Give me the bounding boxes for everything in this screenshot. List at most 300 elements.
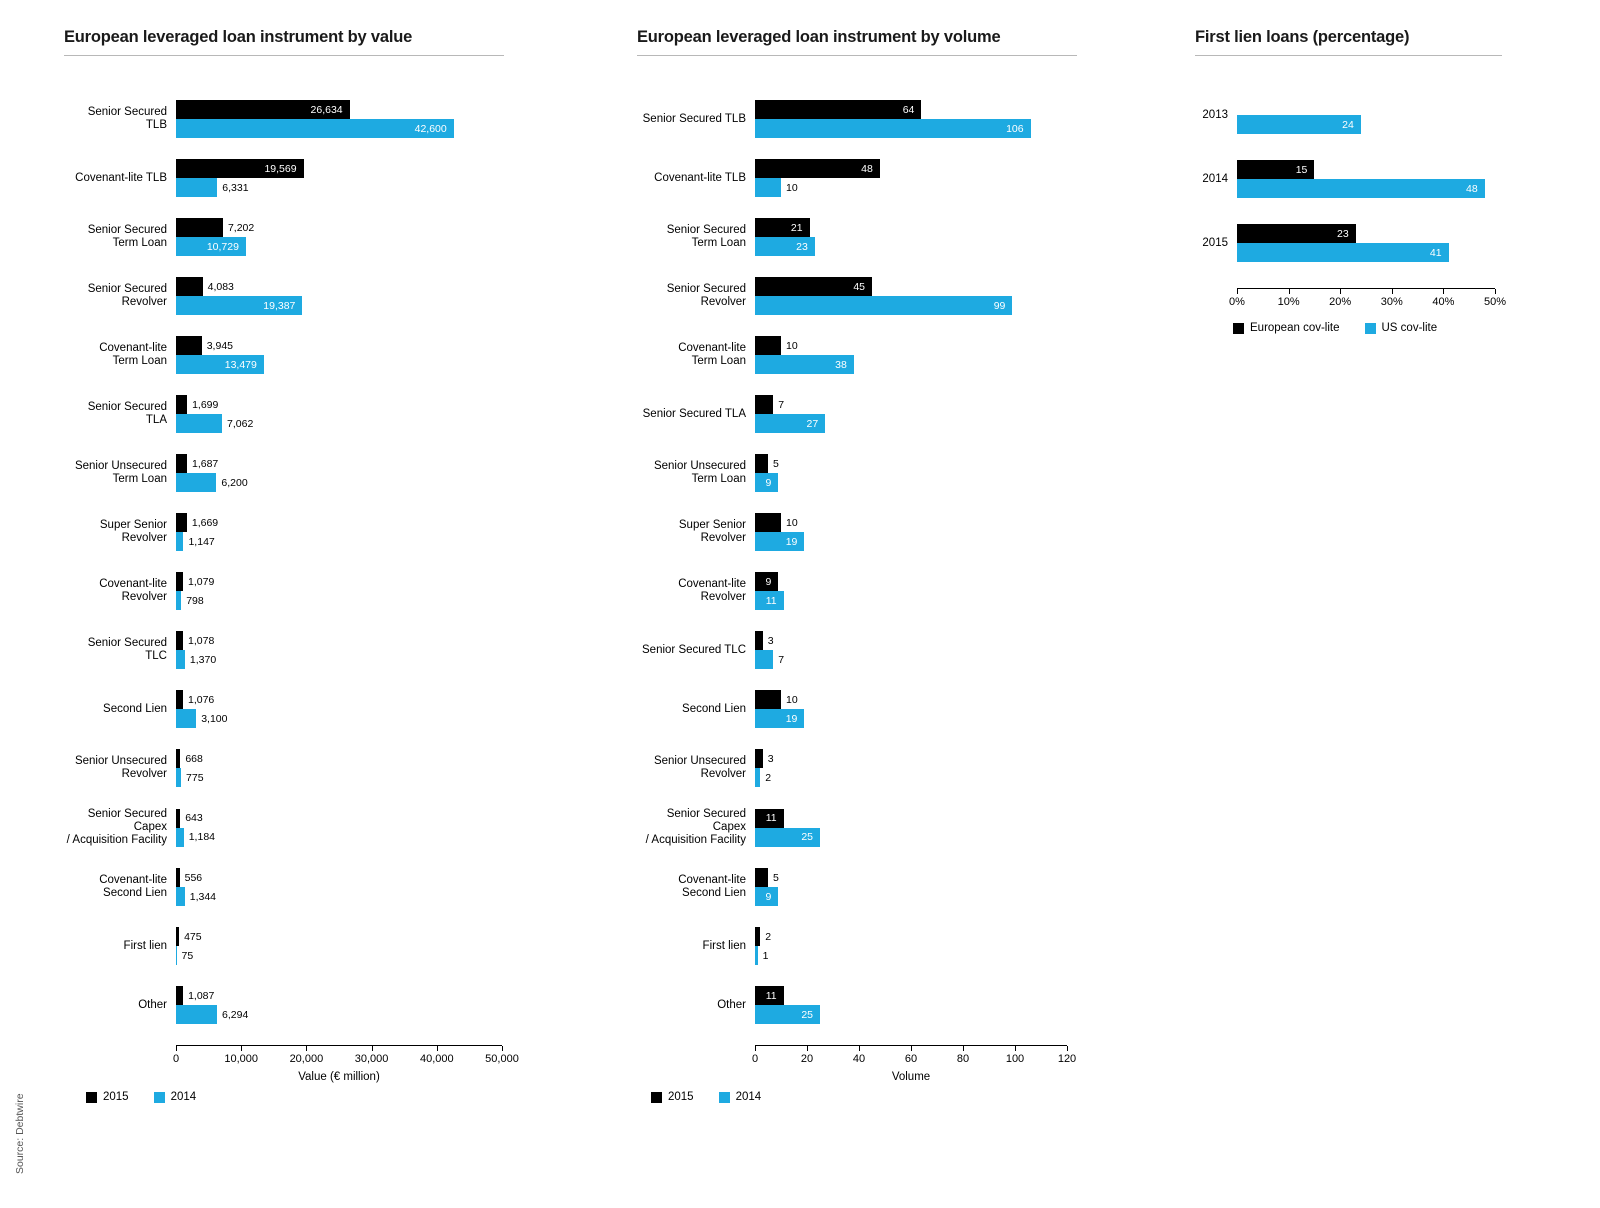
bar-series2[interactable] (755, 946, 769, 965)
bar-series2[interactable] (176, 650, 217, 669)
bar-series2[interactable] (755, 1005, 820, 1024)
category-label: Covenant-lite Second Lien (99, 874, 167, 899)
bar-value-label: 798 (186, 594, 204, 607)
bar-wrapper (1237, 179, 1502, 198)
bar-wrapper (755, 927, 1077, 946)
bar-series2[interactable] (176, 709, 228, 728)
bar-group (176, 749, 504, 787)
bar-series1[interactable] (1237, 224, 1356, 243)
bar-wrapper (755, 572, 1077, 591)
legend-item[interactable] (86, 1091, 129, 1103)
chart-row (637, 218, 1077, 256)
bar-wrapper (176, 237, 504, 256)
bar-wrapper (176, 159, 504, 178)
axis-tick (1495, 289, 1496, 294)
bar-series1[interactable] (755, 572, 778, 591)
bar-series2[interactable] (755, 887, 778, 906)
bar-wrapper (755, 887, 1077, 906)
bar-wrapper (176, 690, 504, 709)
bar-series1[interactable] (176, 277, 234, 296)
chart-row (637, 986, 1077, 1024)
bar-wrapper (755, 296, 1077, 315)
legend-item[interactable] (1233, 322, 1340, 334)
axis-tick-label: 40% (1432, 296, 1455, 308)
axis-tick-label: 20,000 (289, 1053, 324, 1065)
bar-group (176, 336, 504, 374)
bar-wrapper (755, 277, 1077, 296)
bar-series2[interactable] (1237, 243, 1449, 262)
axis-tick (1289, 289, 1290, 294)
legend-label: US cov-lite (1381, 322, 1438, 334)
bar-wrapper (755, 532, 1077, 551)
bar-rows (1195, 96, 1502, 262)
bar-wrapper (176, 119, 504, 138)
bar-series1[interactable] (755, 690, 798, 709)
bar-series2[interactable] (176, 887, 217, 906)
bar-group (755, 454, 1077, 492)
bar-group (176, 513, 504, 551)
bar-wrapper (1237, 224, 1502, 243)
bar-series2[interactable] (176, 178, 249, 197)
bar-value-label: 668 (185, 752, 203, 765)
category-label: Senior Secured TLC (642, 643, 746, 656)
bar-value-label: 2 (765, 930, 772, 943)
bar-series2[interactable] (176, 768, 204, 787)
axis-tick (502, 1046, 503, 1051)
chart-row (637, 454, 1077, 492)
bar-series2[interactable] (755, 768, 772, 787)
bar-wrapper (755, 631, 1077, 650)
bar-value-label: 10 (786, 339, 798, 352)
bar-series2[interactable] (176, 296, 302, 315)
axis-tick-label: 100 (1005, 1053, 1025, 1065)
bar-series2[interactable] (176, 355, 264, 374)
bar-value-label: 11 (765, 989, 777, 1002)
bar-group (755, 809, 1077, 847)
chart-row (64, 631, 504, 669)
category-label: 2013 (1202, 108, 1228, 121)
bar-value-label: 10 (786, 181, 798, 194)
category-label: Senior Unsecured Term Loan (74, 460, 167, 485)
bar-series2[interactable] (176, 119, 454, 138)
bar-series1[interactable] (755, 395, 785, 414)
axis-tick-label: 40,000 (419, 1053, 454, 1065)
category-label: Senior Secured TLA (87, 401, 167, 426)
bar-series1[interactable] (755, 159, 880, 178)
bar-wrapper (176, 631, 504, 650)
bar-series2[interactable] (755, 473, 778, 492)
bar-value-label: 19 (785, 535, 798, 548)
bar-series2[interactable] (755, 828, 820, 847)
bar-wrapper (1237, 160, 1502, 179)
legend-swatch-icon (1365, 323, 1376, 334)
bar-value-label: 11 (765, 594, 777, 607)
bar-wrapper (176, 414, 504, 433)
bar-series2[interactable] (176, 828, 215, 847)
axis-tick (372, 1046, 373, 1051)
chart-row (64, 986, 504, 1024)
bar-series1[interactable] (755, 749, 774, 768)
chart-row (64, 513, 504, 551)
category-label: Covenant-lite Term Loan (99, 342, 167, 367)
bar-wrapper (755, 946, 1077, 965)
bar-series1[interactable] (755, 100, 921, 119)
bar-group (755, 395, 1077, 433)
axis-tick-label: 40 (852, 1053, 866, 1065)
bar-series1[interactable] (176, 809, 203, 828)
bar-group (755, 513, 1077, 551)
bar-wrapper (755, 513, 1077, 532)
chart-row (637, 336, 1077, 374)
bar-wrapper (176, 395, 504, 414)
category-label: First lien (702, 939, 746, 952)
bar-wrapper (176, 709, 504, 728)
bar-value-label: 38 (835, 358, 847, 371)
bar-series2[interactable] (176, 591, 204, 610)
bar-series1[interactable] (176, 218, 255, 237)
legend-label: 2015 (668, 1091, 694, 1103)
bar-series1[interactable] (176, 513, 219, 532)
axis-title: Volume (891, 1071, 931, 1083)
chart-row (637, 868, 1077, 906)
category-label: Senior Secured TLB (87, 106, 167, 131)
bar-value-label: 10,729 (206, 240, 239, 253)
bar-group (755, 868, 1077, 906)
bar-value-label: 75 (181, 949, 194, 962)
x-axis (172, 1045, 519, 1083)
bar-series2[interactable] (755, 355, 854, 374)
bar-value-label: 4,083 (207, 280, 234, 293)
chart-body-volume (637, 100, 1077, 1103)
chart-row (64, 395, 504, 433)
bar-wrapper (755, 414, 1077, 433)
legend-item[interactable] (1365, 322, 1438, 334)
chart-legend (86, 1091, 504, 1103)
bar-wrapper (755, 218, 1077, 237)
bar-wrapper (176, 828, 504, 847)
bar-group (755, 100, 1077, 138)
bar-value-label: 9 (765, 476, 772, 489)
bar-series2[interactable] (755, 237, 815, 256)
chart-row (64, 159, 504, 197)
bar-wrapper (755, 709, 1077, 728)
axis-tick-label: 60 (904, 1053, 918, 1065)
chart-row (64, 808, 504, 847)
bar-wrapper (1237, 96, 1502, 115)
bar-value-label: 5 (773, 871, 779, 884)
bar-series1[interactable] (755, 868, 779, 887)
legend-swatch-icon (719, 1092, 730, 1103)
category-label: Second Lien (103, 702, 167, 715)
bar-series1[interactable] (176, 159, 304, 178)
bar-series1[interactable] (176, 749, 203, 768)
bar-series1[interactable] (176, 927, 202, 946)
bar-series2[interactable] (755, 296, 1012, 315)
legend-label: 2014 (170, 1091, 197, 1103)
bar-series1[interactable] (176, 395, 219, 414)
axis-tick (1392, 289, 1393, 294)
bar-wrapper (755, 1005, 1077, 1024)
axis-tick (437, 1046, 438, 1051)
bar-group (176, 159, 504, 197)
bar-series1[interactable] (176, 454, 219, 473)
bar-value-label: 10 (786, 516, 798, 529)
x-axis (1229, 288, 1507, 308)
bar-wrapper (176, 355, 504, 374)
bar-wrapper (755, 868, 1077, 887)
bar-value-label: 45 (853, 280, 865, 293)
bar-series1[interactable] (755, 277, 872, 296)
axis-tick-label: 50% (1483, 296, 1507, 308)
bar-value-label: 475 (184, 930, 202, 943)
bar-series1[interactable] (176, 336, 233, 355)
bar-wrapper (176, 473, 504, 492)
axis-tick (911, 1046, 912, 1051)
category-label: 2014 (1202, 172, 1228, 185)
category-label: Other (138, 998, 167, 1011)
bar-series1[interactable] (176, 868, 203, 887)
bar-value-label: 1,079 (188, 575, 215, 588)
bar-value-label: 1,669 (191, 516, 219, 529)
bar-value-label: 3 (767, 752, 774, 765)
bar-wrapper (755, 986, 1077, 1005)
bar-wrapper (176, 650, 504, 669)
bar-series1[interactable] (755, 336, 798, 355)
bar-series2[interactable] (755, 650, 785, 669)
chart-row (64, 277, 504, 315)
bar-wrapper (176, 986, 504, 1005)
legend-label: 2014 (735, 1091, 762, 1103)
bar-wrapper (176, 454, 504, 473)
bar-value-label: 6,294 (222, 1008, 249, 1021)
category-label: Senior Unsecured Revolver (74, 755, 167, 780)
category-label: Covenant-lite Revolver (99, 578, 167, 603)
category-label: Senior Secured TLB (642, 112, 746, 125)
category-label: Senior Secured Term Loan (666, 224, 746, 249)
bar-wrapper (1237, 115, 1502, 134)
bar-wrapper (755, 454, 1077, 473)
bar-series2[interactable] (755, 591, 784, 610)
chart-row (637, 690, 1077, 728)
bar-group (176, 572, 504, 610)
bar-value-label: 3 (767, 634, 774, 647)
axis-tick (1237, 289, 1238, 294)
bar-series2[interactable] (176, 532, 215, 551)
bar-group (755, 336, 1077, 374)
bar-series1[interactable] (176, 100, 350, 119)
bar-series2[interactable] (755, 532, 804, 551)
bar-group (755, 159, 1077, 197)
chart-panel-firstlien (1195, 28, 1502, 56)
chart-row (637, 159, 1077, 197)
bar-value-label: 5 (773, 457, 779, 470)
category-label: Covenant-lite TLB (654, 171, 746, 184)
bar-series2[interactable] (755, 414, 825, 433)
title-divider (637, 55, 1077, 56)
bar-series1[interactable] (176, 690, 215, 709)
bar-group (755, 631, 1077, 669)
bar-value-label: 64 (902, 103, 915, 116)
chart-row (637, 631, 1077, 669)
bar-group (755, 690, 1077, 728)
bar-series1[interactable] (755, 454, 779, 473)
chart-row (1195, 160, 1502, 198)
chart-row (64, 690, 504, 728)
legend-item[interactable] (719, 1091, 762, 1103)
chart-row (64, 572, 504, 610)
bar-wrapper (755, 473, 1077, 492)
bar-wrapper (755, 690, 1077, 709)
bar-series1[interactable] (755, 631, 774, 650)
bar-wrapper (176, 296, 504, 315)
bar-wrapper (176, 749, 504, 768)
category-label: Senior Secured Revolver (87, 283, 167, 308)
x-axis (751, 1045, 1077, 1083)
axis-tick-label: 10,000 (224, 1053, 259, 1065)
bar-rows (64, 100, 504, 1024)
bar-wrapper (755, 178, 1077, 197)
bar-series1[interactable] (176, 631, 215, 650)
axis-tick (755, 1046, 756, 1051)
bar-group (176, 631, 504, 669)
legend-item[interactable] (154, 1091, 197, 1103)
bar-value-label: 7 (778, 398, 785, 411)
category-label: Senior Secured TLC (87, 637, 167, 662)
chart-row (1195, 96, 1502, 134)
bar-wrapper (176, 100, 504, 119)
bar-value-label: 1,087 (188, 989, 215, 1002)
axis-tick-label: 30% (1380, 296, 1403, 308)
bar-group (755, 927, 1077, 965)
bar-wrapper (176, 277, 504, 296)
axis-tick (963, 1046, 964, 1051)
panel-title-firstlien: First lien loans (percentage) (1195, 28, 1410, 46)
bar-value-label: 3,100 (201, 712, 228, 725)
bar-series2[interactable] (755, 119, 1031, 138)
bar-group (755, 218, 1077, 256)
axis-tick-label: 80 (956, 1053, 970, 1065)
bar-value-label: 643 (185, 812, 203, 824)
axis-line (172, 1045, 519, 1065)
category-label: Covenant-lite Revolver (678, 578, 746, 603)
chart-row (637, 277, 1077, 315)
bar-group (755, 277, 1077, 315)
bar-group (1237, 96, 1502, 134)
legend-swatch-icon (651, 1092, 662, 1103)
bar-series1[interactable] (755, 927, 772, 946)
bar-wrapper (755, 336, 1077, 355)
bar-wrapper (176, 809, 504, 828)
legend-item[interactable] (651, 1091, 694, 1103)
panel-title-value: European leveraged loan instrument by value (64, 28, 413, 46)
bar-wrapper (755, 237, 1077, 256)
bar-wrapper (176, 591, 504, 610)
category-label: Senior Secured Term Loan (87, 224, 167, 249)
bar-value-label: 15 (1295, 163, 1308, 176)
chart-body-value (64, 100, 519, 1103)
bar-wrapper (176, 768, 504, 787)
bar-value-label: 1,076 (188, 693, 215, 706)
category-label: Covenant-lite TLB (75, 171, 167, 184)
category-label: Senior Secured Revolver (666, 283, 746, 308)
category-label: Covenant-lite Second Lien (678, 874, 746, 899)
chart-row (637, 749, 1077, 787)
chart-row (1195, 224, 1502, 262)
bar-wrapper (176, 336, 504, 355)
bar-series1[interactable] (755, 986, 784, 1005)
bar-series1[interactable] (755, 218, 810, 237)
bar-wrapper (755, 749, 1077, 768)
bar-series2[interactable] (176, 414, 254, 433)
bar-value-label: 7,202 (227, 221, 255, 234)
chart-row (637, 100, 1077, 138)
bar-wrapper (755, 650, 1077, 669)
category-label: Senior Secured TLA (642, 407, 746, 420)
bar-wrapper (176, 1005, 504, 1024)
bar-value-label: 106 (1006, 122, 1024, 135)
axis-tick (1015, 1046, 1016, 1051)
bar-value-label: 27 (806, 417, 819, 430)
bar-series2[interactable] (176, 237, 246, 256)
category-label: Super Senior Revolver (99, 519, 167, 544)
bar-wrapper (176, 218, 504, 237)
bar-series2[interactable] (755, 709, 804, 728)
bar-value-label: 9 (765, 575, 772, 588)
bar-series2[interactable] (1237, 179, 1485, 198)
bar-value-label: 1,699 (192, 398, 219, 411)
source-note: Source: Debtwire (14, 1093, 26, 1174)
bar-value-label: 9 (765, 890, 772, 903)
bar-value-label: 2 (765, 771, 772, 784)
axis-tick-label: 10% (1277, 296, 1300, 308)
axis-tick (859, 1046, 860, 1051)
category-label: Second Lien (682, 702, 746, 715)
axis-line (1229, 288, 1507, 308)
bar-series1[interactable] (176, 986, 215, 1005)
bar-value-label: 11 (765, 812, 777, 824)
title-divider (1195, 55, 1502, 56)
bar-series1[interactable] (1237, 160, 1314, 179)
bar-wrapper (755, 355, 1077, 374)
chart-row (64, 868, 504, 906)
bar-wrapper (755, 828, 1077, 847)
chart-row (64, 218, 504, 256)
chart-panel-value (64, 28, 504, 56)
bar-value-label: 21 (790, 221, 803, 234)
bar-value-label: 13,479 (224, 358, 257, 371)
axis-tick (807, 1046, 808, 1051)
legend-swatch-icon (1233, 323, 1244, 334)
bar-series1[interactable] (755, 809, 784, 828)
bar-group (176, 100, 504, 138)
bar-value-label: 41 (1429, 246, 1442, 259)
bar-series1[interactable] (176, 572, 215, 591)
bar-wrapper (755, 395, 1077, 414)
bar-value-label: 48 (861, 162, 873, 175)
bar-series2[interactable] (755, 178, 798, 197)
bar-series1[interactable] (755, 513, 798, 532)
legend-swatch-icon (154, 1092, 165, 1103)
bar-group (755, 986, 1077, 1024)
bar-group (1237, 160, 1502, 198)
bar-series2[interactable] (1237, 115, 1361, 134)
bar-series2[interactable] (176, 473, 248, 492)
bar-group (176, 218, 504, 256)
bar-series2[interactable] (176, 1005, 249, 1024)
chart-row (637, 808, 1077, 847)
chart-row (64, 749, 504, 787)
legend-label: 2015 (103, 1091, 129, 1103)
